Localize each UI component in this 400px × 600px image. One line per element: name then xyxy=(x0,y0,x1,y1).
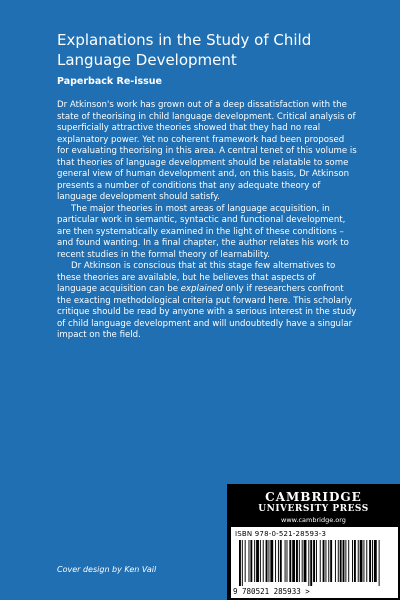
publisher-name: CAMBRIDGE xyxy=(265,490,362,504)
publisher-box xyxy=(227,484,400,600)
barcode-digits: 9 780521 285933 > xyxy=(233,587,310,596)
blurb-paragraph-3 xyxy=(57,261,357,342)
blurb xyxy=(57,100,357,342)
book-title: Explanations in the Study of Child Language Development xyxy=(57,31,312,69)
blurb-paragraph-2: The major theories in most areas of language acquisition, in particular work in semantic, syntactic and functional development, are then systematically examined in the light of these conditions – and found wanting. In a final chapter, the author relates his work to recent studies in the formal theory of learnability. xyxy=(57,203,349,260)
cover-design-credit: Cover design by Ken Vail xyxy=(57,565,157,574)
blurb-paragraph-1: Dr Atkinson's work has grown out of a deep dissatisfaction with the state of theorising in child language development. Critical analysis of superficially attractive theories showed that they had no real explanatory power. Yet no coherent framework had been proposed for evaluating theorising in this area. A central tenet of this volume is that theories of language development should be relatable to some general view of human development and, on this basis, Dr Atkinson presents a number of conditions that any adequate theory of language development should satisfy. xyxy=(57,100,357,202)
edition-label: Paperback Re-issue xyxy=(57,76,162,87)
emphasized-word: explained xyxy=(180,284,223,294)
barcode-image xyxy=(235,540,385,586)
blurb-paragraph-3-start: Dr Atkinson is conscious that at this stage few alternatives to these theories are available, but he believes that aspects of language acquisition can be xyxy=(57,261,336,294)
publisher-press: UNIVERSITY PRESS xyxy=(258,504,369,514)
barcode-panel xyxy=(231,527,398,598)
blurb-paragraph-3-end: only if researchers confront the exacting methodological criteria put forward here. This scholarly critique should be read by anyone with a serious interest in the study of child language development and will undoubtedly have a singular impact on the field. xyxy=(57,284,357,340)
isbn-label: ISBN 978-0-521-28593-3 xyxy=(235,530,327,538)
publisher-website: www.cambridge.org xyxy=(281,516,346,524)
